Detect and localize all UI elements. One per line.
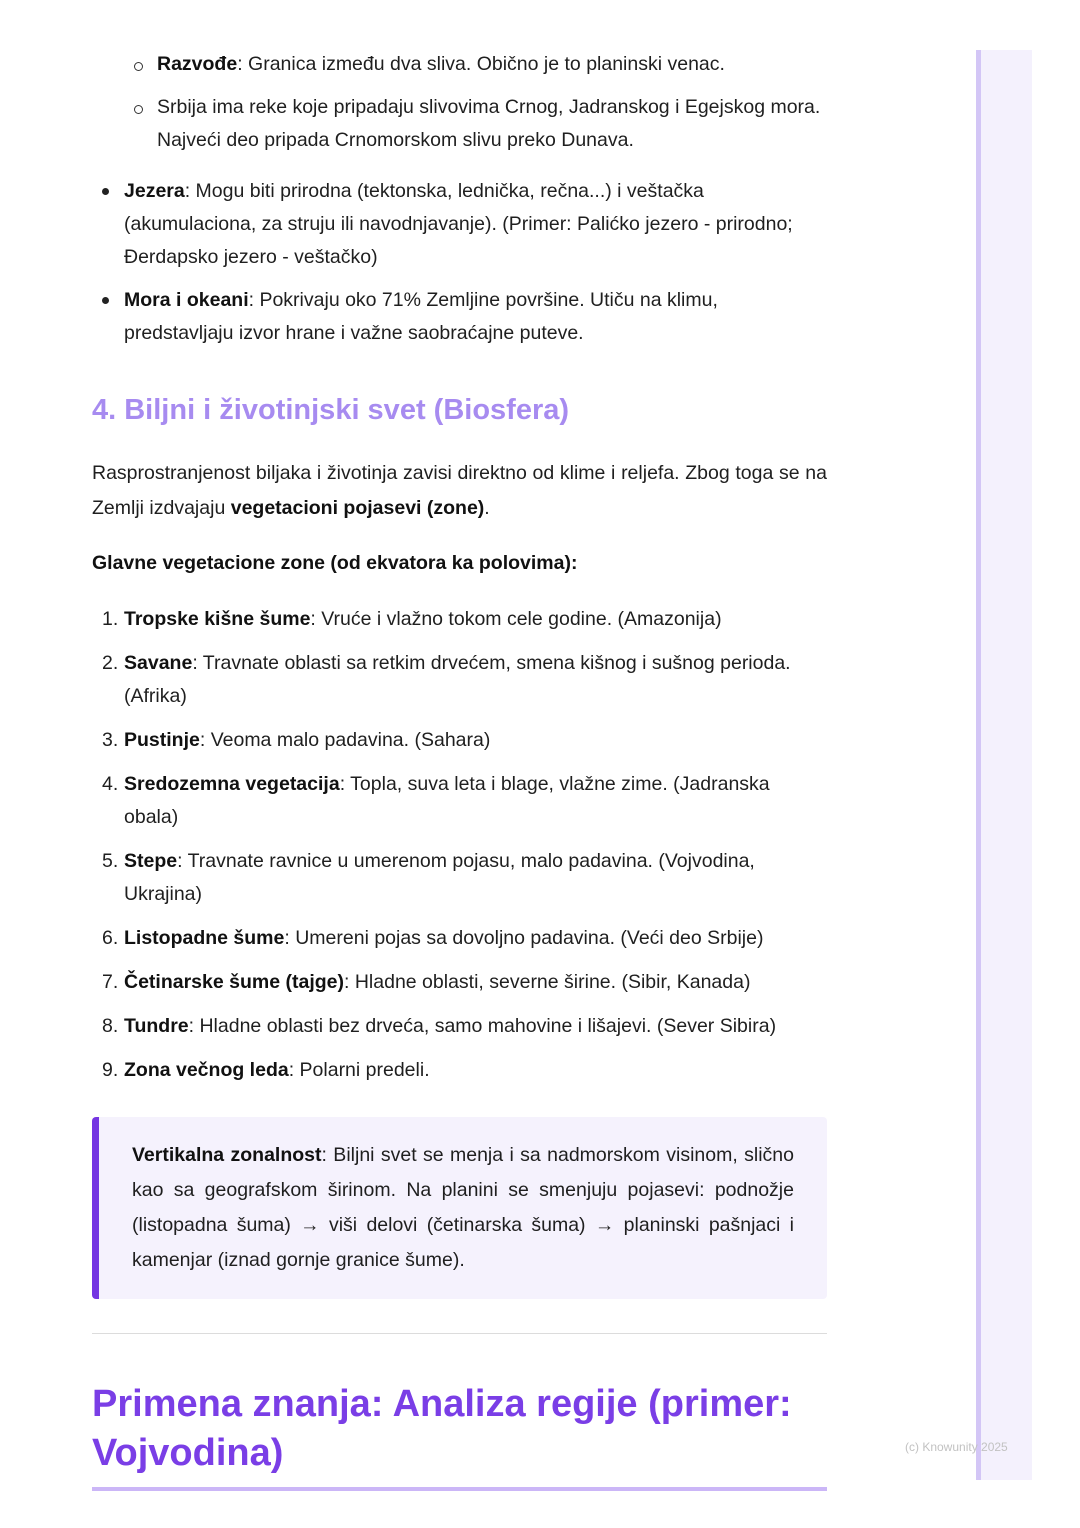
river-basin-sublist (92, 48, 827, 157)
term: Jezera (124, 180, 185, 202)
watermark: (c) Knowunity 2025 (905, 1440, 1008, 1454)
vegetation-zones-list (92, 603, 827, 1087)
list-item: 8. Tundre: Hladne oblasti bez drveća, samo mahovine i lišajevi. (Sever Sibira) (102, 1015, 777, 1037)
list-item: 4. Sredozemna vegetacija: Topla, suva leta i blage, vlažne zime. (Jadranska obala) (102, 773, 770, 828)
next-section-heading: Primena znanja: Analiza regije (primer: Vojvodina) (92, 1380, 827, 1491)
section-heading: 4. Biljni i životinjski svet (Biosfera) (92, 394, 570, 426)
list-item: Jezera: Mogu biti prirodna (tektonska, lednička, rečna...) i veštačka (akumulaciona, za struju ili navodnjavanje). (Primer: Palićko jezero - prirodno; Đerdapsko jezero - veštačko) (124, 175, 827, 274)
list-item: 1. Tropske kišne šume: Vruće i vlažno tokom cele godine. (Amazonija) (102, 608, 722, 630)
list-item: 6. Listopadne šume: Umereni pojas sa dovoljno padavina. (Veći deo Srbije) (102, 927, 764, 949)
sidebar-accent-line (976, 50, 981, 1480)
sidebar-panel (976, 50, 1032, 1480)
list-item: Mora i okeani: Pokrivaju oko 71% Zemljine površine. Utiču na klimu, predstavljaju izvor hrane i važne saobraćajne puteve. (124, 284, 827, 350)
zones-title: Glavne vegetacione zone (od ekvatora ka polovima): (92, 552, 578, 574)
section-divider (92, 1333, 827, 1334)
document-content (92, 48, 827, 1491)
water-bodies-list (92, 175, 827, 350)
list-item: 3. Pustinje: Veoma malo padavina. (Sahara) (102, 729, 491, 751)
list-item: 7. Četinarske šume (tajge): Hladne oblasti, severne širine. (Sibir, Kanada) (102, 971, 751, 993)
list-item: 9. Zona večnog leda: Polarni predeli. (102, 1059, 430, 1081)
list-item: Srbija ima reke koje pripadaju slivovima Crnog, Jadranskog i Egejskog mora. Najveći deo pripada Crnomorskom slivu preko Dunava. (157, 91, 827, 157)
section-intro: Rasprostranjenost biljaka i životinja zavisi direktno od klime i reljefa. Zbog toga se na Zemlji izdvajaju vegetacioni pojasevi (zone). (92, 462, 827, 519)
list-item: Razvođe: Granica između dva sliva. Obično je to planinski venac. (157, 48, 827, 81)
list-item: 2. Savane: Travnate oblasti sa retkim drvećem, smena kišnog i sušnog perioda. (Afrika) (102, 652, 791, 707)
term: Razvođe (157, 53, 238, 75)
vertical-zonality-callout: Vertikalna zonalnost: Biljni svet se menja i sa nadmorskom visinom, slično kao sa geografskom širinom. Na planini se smenjuju pojasevi: podnožje (listopadna šuma) → viši delovi (četinarska šuma) → planinski pašnjaci i kamenjar (iznad gornje granice šume). (92, 1117, 827, 1299)
list-item: 5. Stepe: Travnate ravnice u umerenom pojasu, malo padavina. (Vojvodina, Ukrajina) (102, 850, 755, 905)
term: Mora i okeani (124, 289, 249, 311)
